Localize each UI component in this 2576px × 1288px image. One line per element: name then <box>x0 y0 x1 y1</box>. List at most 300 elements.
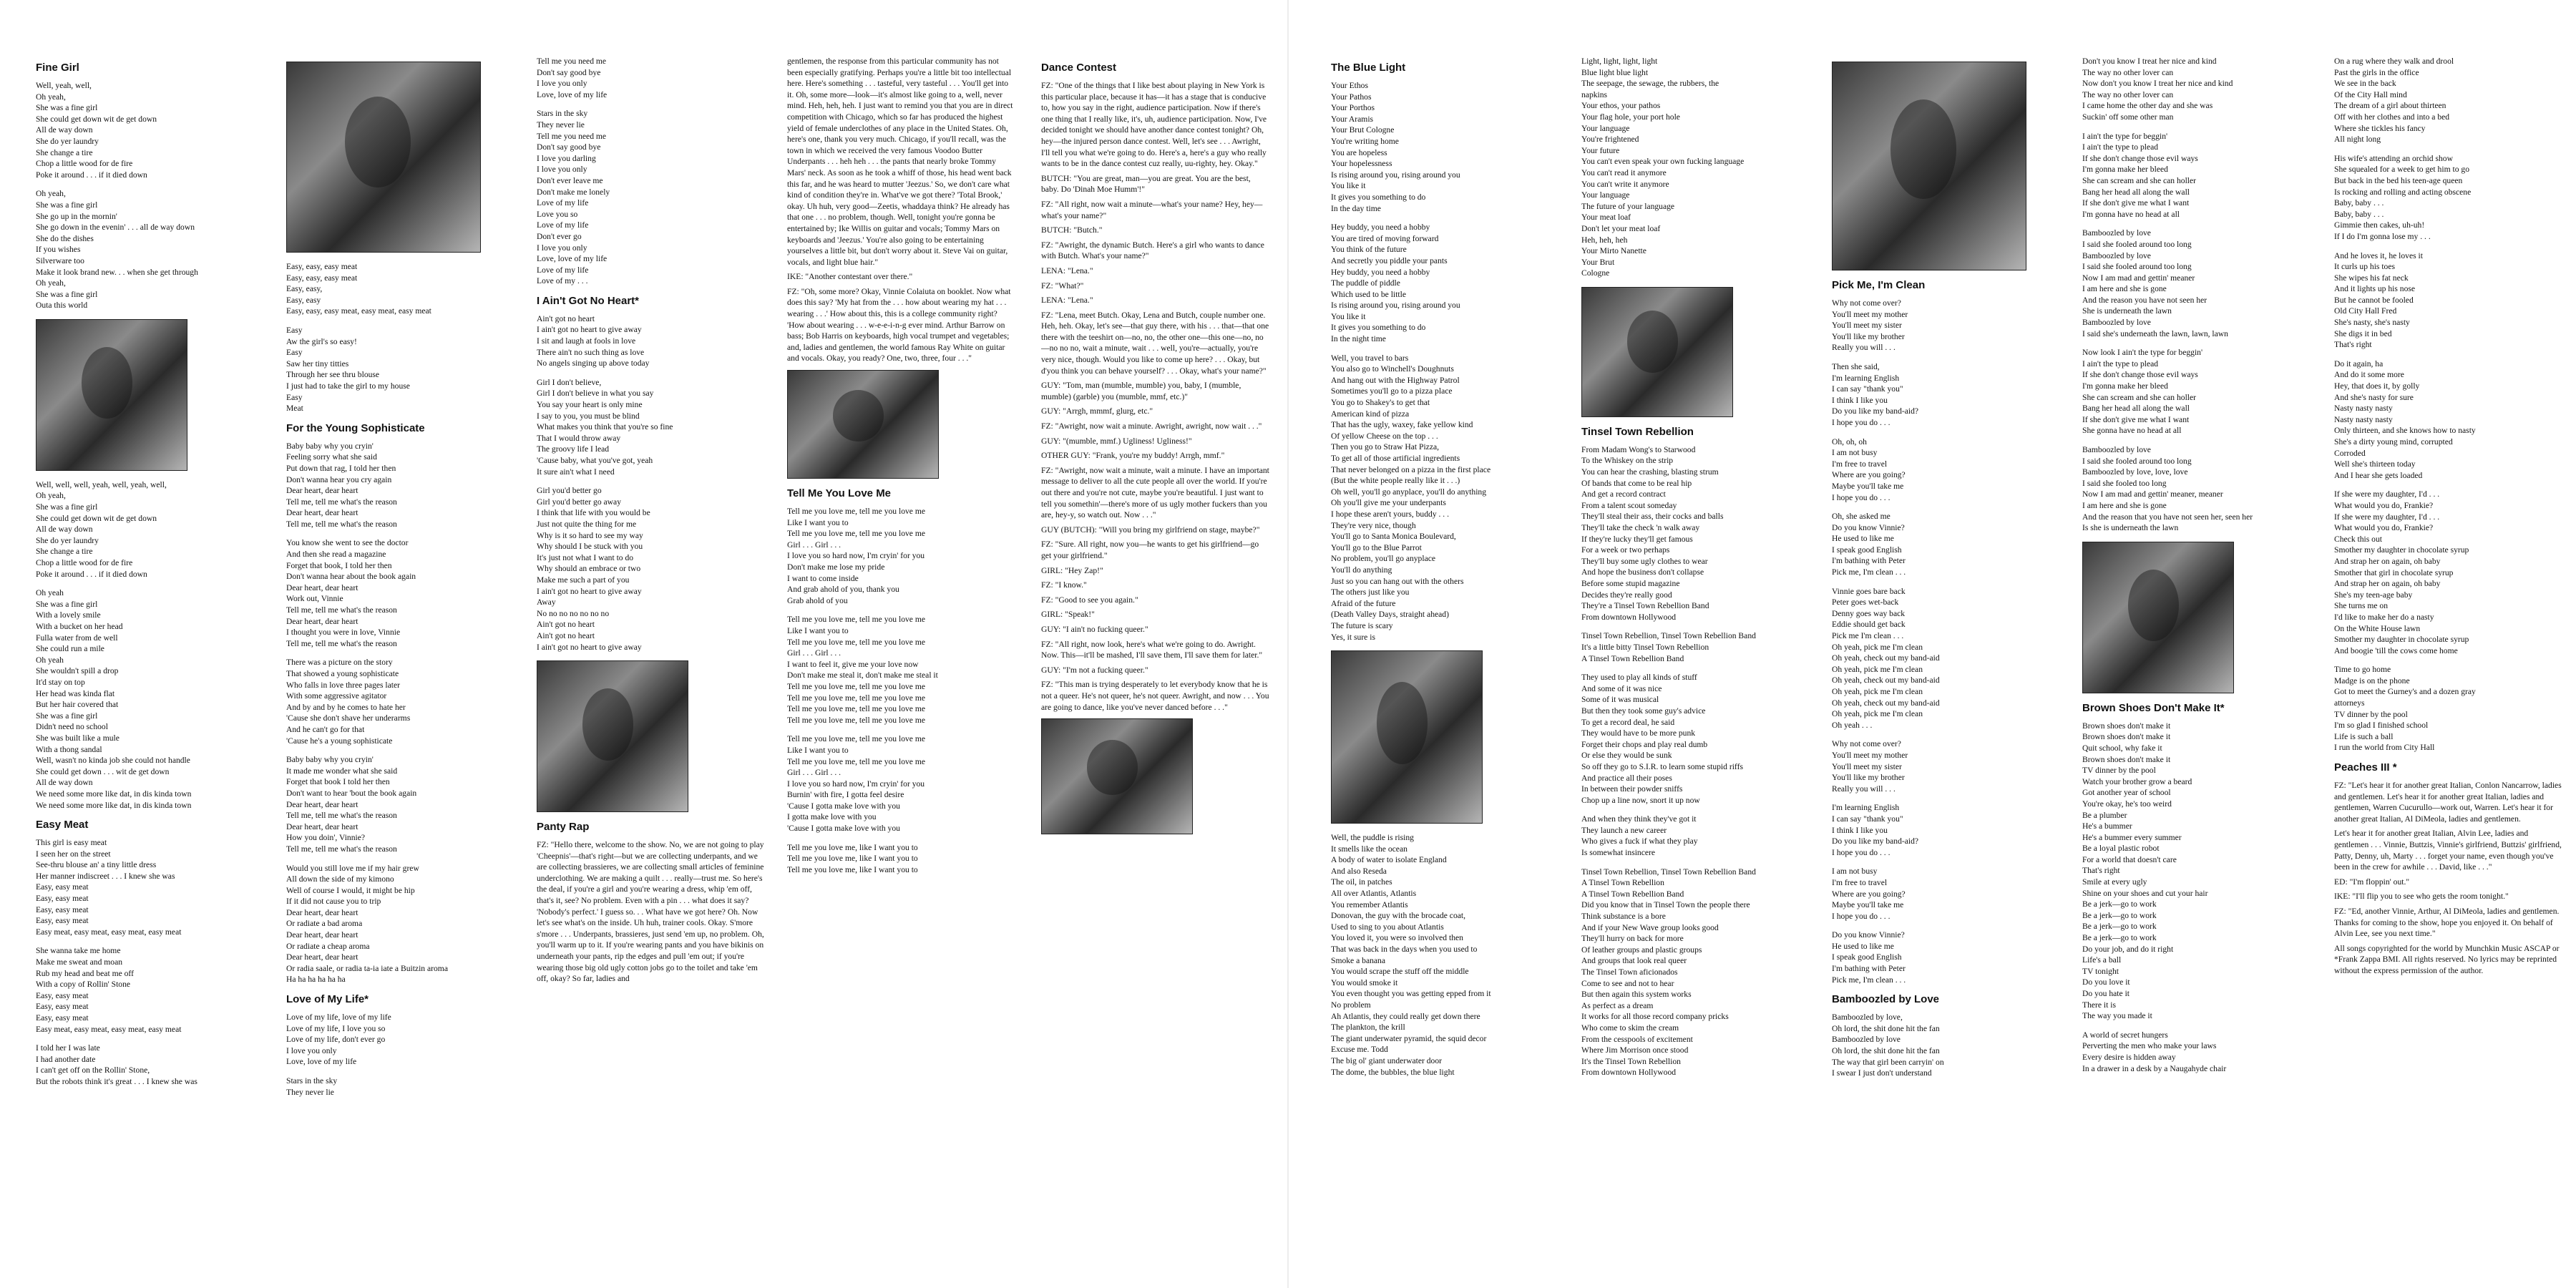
lyric-line: Poke it around . . . if it died down <box>36 170 147 180</box>
lyric-line: Be a jerk—go to work <box>2082 910 2157 920</box>
lyric-line: That never belonged on a pizza in the first place <box>1331 464 1491 474</box>
lyric-line: Hey buddy, you need a hobby <box>1331 223 1430 233</box>
lyric-stanza <box>537 377 766 477</box>
lyric-line: There was a picture on the story <box>286 658 393 668</box>
lyric-line: Oh yeah, check out my band-aid <box>1832 698 1940 708</box>
lyric-line: I hope you do . . . <box>1832 417 1890 427</box>
lyric-line: Work out, Vinnie <box>286 594 343 604</box>
lyric-stanza <box>36 80 265 180</box>
lyric-line: And strap her on again, oh baby <box>2334 579 2441 589</box>
lyric-line: She's my teen-age baby <box>2334 590 2413 600</box>
lyric-line: Your Aramis <box>1331 114 1374 124</box>
song-title: Tinsel Town Rebellion <box>1581 425 1694 438</box>
lyric-line: Donovan, the guy with the brocade coat, <box>1331 911 1466 921</box>
lyric-line: I am here and she is gone <box>2082 284 2167 294</box>
lyric-line: The others just like you <box>1331 587 1410 597</box>
lyric-line: They'll steal their ass, their cocks and balls <box>1581 512 1724 522</box>
lyric-line: 'Cause baby, what you've got, yeah <box>537 456 653 465</box>
lyric-line: Off with her clothes and into a bed <box>2334 112 2450 122</box>
lyric-line: You're writing home <box>1331 136 1399 146</box>
lyric-line: Tell me, tell me what's the reason <box>286 605 397 615</box>
lyric-line: Of bands that come to be real hip <box>1581 478 1692 488</box>
lyric-line: Make it look brand new. . . when she get through <box>36 267 198 277</box>
lyric-line: Who gives a fuck if what they play <box>1581 836 1698 847</box>
lyric-line: Don't say good bye <box>537 142 601 152</box>
lyric-line: For a world that doesn't care <box>2082 854 2177 864</box>
lyric-line: I want to come inside <box>787 573 859 583</box>
lyric-line: Bamboozled by love <box>2082 250 2151 260</box>
lyric-stanza <box>36 945 265 1035</box>
dialogue-paragraph: FZ: "All right, now wait a minute—what's your name? Hey, hey—what's your name?" <box>1041 199 1263 220</box>
lyric-stanza <box>2334 664 2563 753</box>
lyric-line: Oh yeah, <box>36 92 66 102</box>
lyric-stanza <box>286 754 515 854</box>
lyric-stanza <box>787 506 1016 606</box>
lyric-line: I'm bathing with Peter <box>1832 964 1906 974</box>
lyric-line: Easy <box>286 348 303 358</box>
lyric-line: Girl you'd better go <box>537 486 602 496</box>
lyric-line: She gonna have no head at all <box>2082 426 2182 436</box>
lyric-stanza <box>36 188 265 311</box>
lyric-line: And then she read a magazine <box>286 550 386 560</box>
lyric-stanza <box>1581 56 1810 279</box>
lyric-line: Tell me you love me, tell me you love me <box>787 637 926 647</box>
lyric-line: She could get down wit de get down <box>36 513 157 523</box>
lyric-line: Love of my life <box>537 198 589 208</box>
lyric-line: Easy meat, easy meat, easy meat, easy meat <box>36 1024 182 1034</box>
lyric-line: Baby, baby . . . <box>2334 198 2384 208</box>
lyric-stanza <box>2082 56 2311 123</box>
lyric-line: I ain't got no heart to give away <box>537 586 642 596</box>
lyric-line: They'll take the check 'n walk away <box>1581 523 1700 533</box>
lyric-line: If she don't change those evil ways <box>2082 153 2198 163</box>
band-photo <box>1581 287 1733 417</box>
lyric-line: Now don't you know I treat her nice and kind <box>2082 79 2233 89</box>
lyric-stanza <box>537 56 766 100</box>
song-title: Pick Me, I'm Clean <box>1832 279 1926 291</box>
dialogue-paragraph: FZ: "Lena, meet Butch. Okay, Lena and Butch, couple number one. Heh, heh. Okay, let's see—that guy there, with his . . . that—that one there with the teeshirt on—no, no, the other one—this one—no, no—no no no, wait a minute, wait . . . well, you're—actually, you're very nice, though. Would you like to come up here? . . . Okay, but d'you think you can behave yourself? . . . Okay, what's your name?" <box>1041 310 1269 376</box>
lyric-line: But the robots think it's great . . . I knew she was <box>36 1076 197 1086</box>
lyric-line: You go to Shakey's to get that <box>1331 398 1430 408</box>
lyric-line: Stars in the sky <box>286 1076 338 1085</box>
lyric-line: And some of it was nice <box>1581 683 1662 693</box>
lyric-line: Ain't got no heart <box>537 313 595 323</box>
lyric-line: A world of secret hungers <box>2082 1030 2168 1040</box>
lyric-line: Why should an embrace or two <box>537 564 641 574</box>
lyric-line: Dear heart, dear heart <box>286 952 358 962</box>
lyric-line: On the White House lawn <box>2334 623 2421 633</box>
lyric-line: Life's a ball <box>2082 955 2122 965</box>
lyric-line: Oh yeah, pick me I'm clean <box>1832 709 1923 719</box>
lyric-line: It gives you something to do <box>1331 192 1426 202</box>
lyric-line: She was a fine girl <box>36 289 98 299</box>
lyric-line: Who come to skim the cream <box>1581 1023 1679 1033</box>
lyric-line: If she were my daughter, I'd . . . <box>2334 489 2440 499</box>
lyric-line: I hope these aren't yours, buddy . . . <box>1331 509 1450 519</box>
lyric-line: It curls up his toes <box>2334 262 2396 272</box>
lyric-line: Do you hate it <box>2082 989 2130 998</box>
lyric-line: She can scream and she can holler <box>2082 175 2197 185</box>
lyric-line: Rub my head and beat me off <box>36 968 134 978</box>
song-title: Dance Contest <box>1041 62 1117 74</box>
lyric-line: You can't even speak your own fucking language <box>1581 157 1745 167</box>
lyric-line: I'm gonna make her bleed <box>2082 381 2168 391</box>
lyric-line: In the night time <box>1331 334 1386 344</box>
lyric-line: Heh, heh, heh <box>1581 235 1628 245</box>
lyric-line: Love, love of my life <box>537 254 608 264</box>
lyric-line: Tinsel Town Rebellion, Tinsel Town Rebellion Band <box>1581 631 1756 641</box>
lyric-line: Vinnie goes bare back <box>1832 586 1906 596</box>
lyric-line: If she don't change those evil ways <box>2082 370 2198 380</box>
band-photo <box>2082 542 2234 693</box>
lyric-line: Oh, oh, oh <box>1832 436 1867 447</box>
lyric-line: If she don't give me what I want <box>2082 414 2190 424</box>
lyric-line: Life is such a ball <box>2334 731 2394 741</box>
lyric-stanza <box>1832 436 2061 504</box>
lyric-line: Pick me, I'm clean . . . <box>1832 567 1906 577</box>
lyric-line: I gotta make love with you <box>787 812 877 822</box>
lyric-line: Tell me you love me, tell me you love me <box>787 615 926 625</box>
lyric-line: Watch your brother grow a beard <box>2082 776 2192 786</box>
lyric-line: Ain't got no heart <box>537 620 595 630</box>
lyric-line: The giant underwater pyramid, the squid decor <box>1331 1033 1487 1043</box>
lyric-line: She was a fine girl <box>36 599 98 609</box>
lyric-line: She do yer laundry <box>36 535 99 545</box>
lyric-line: Madge is on the phone <box>2334 675 2410 686</box>
lyric-line: I am here and she is gone <box>2082 500 2167 510</box>
lyric-line: Hey buddy, you need a hobby <box>1331 267 1430 277</box>
lyric-line: The Tinsel Town aficionados <box>1581 967 1678 977</box>
lyric-stanza <box>2082 1030 2311 1074</box>
lyric-line: And strap her on again, oh baby <box>2334 556 2441 566</box>
lyric-line: And boogie 'till the cows come home <box>2334 645 2458 655</box>
lyric-line: Oh lord, the shit done hit the fan <box>1832 1023 1940 1033</box>
lyric-line: Feeling sorry what she said <box>286 452 377 462</box>
lyric-line: The dream of a girl about thirteen <box>2334 101 2446 111</box>
lyric-line: Tell me you love me, tell me you love me <box>787 704 926 714</box>
text-column <box>2334 56 2563 1272</box>
lyric-line: You'll like my brother <box>1832 331 1905 341</box>
lyric-line: But then again this system works <box>1581 990 1692 1000</box>
lyric-stanza <box>2082 721 2311 1022</box>
lyric-line: Do you like my band-aid? <box>1832 836 1919 847</box>
lyric-stanza <box>286 325 515 414</box>
dialogue-paragraph: IKE: "Another contestant over there." <box>787 272 913 282</box>
lyric-line: I hope you do . . . <box>1832 847 1890 857</box>
lyric-line: Through her see thru blouse <box>286 370 380 380</box>
lyric-line: A Tinsel Town Rebellion <box>1581 878 1664 888</box>
lyric-line: I hope you do . . . <box>1832 492 1890 502</box>
dialogue-paragraph: GUY: "(mumble, mmf.) Ugliness! Ugliness!" <box>1041 436 1192 446</box>
lyric-line: Well, the puddle is rising <box>1331 833 1414 843</box>
lyric-line: Grab ahold of you <box>787 595 848 605</box>
lyric-stanza <box>1832 866 2061 922</box>
lyric-line: Don't wanna hear you cry again <box>286 474 392 484</box>
lyric-stanza <box>1832 1012 2061 1079</box>
lyric-line: What would you do, Frankie? <box>2334 500 2434 510</box>
lyric-line: She is underneath the lawn <box>2082 306 2172 316</box>
lyric-line: Denny goes way back <box>1832 608 1906 618</box>
lyric-line: Don't say good bye <box>537 67 601 77</box>
lyric-line: Your flag hole, your port hole <box>1581 112 1680 122</box>
lyric-line: Dear heart, dear heart <box>286 930 358 940</box>
lyric-line: Forget their chops and play real dumb <box>1581 739 1708 749</box>
lyric-line: All de way down <box>36 778 93 788</box>
lyric-line: I said she fooled around too long <box>2082 262 2192 272</box>
dialogue-paragraph: FZ: "What?" <box>1041 280 1084 291</box>
lyric-line: Bamboozled by love, love, love <box>2082 467 2188 477</box>
lyric-line: She squealed for a week to get him to go <box>2334 165 2469 175</box>
lyric-line: They'll hurry on back for more <box>1581 934 1684 944</box>
lyric-line: She's a dirty young mind, corrupted <box>2334 437 2453 447</box>
lyric-line: Don't make me steal it, don't make me steal it <box>787 670 938 680</box>
lyric-line: That's right <box>2334 340 2372 350</box>
dialogue-paragraph: GUY: "I ain't no fucking queer." <box>1041 624 1148 634</box>
lyric-line: Your future <box>1581 145 1620 155</box>
lyric-line: Didn't need no school <box>36 722 108 732</box>
lyric-line: Is rising around you, rising around you <box>1331 170 1460 180</box>
lyric-line: Make me such a part of you <box>537 575 630 585</box>
lyric-stanza <box>787 614 1016 726</box>
lyric-line: I love you only <box>537 79 587 89</box>
lyric-line: I love you only <box>537 243 587 253</box>
lyric-line: Oh lord, the shit done hit the fan <box>1832 1046 1940 1056</box>
lyric-line: And the reason that you have not seen her, seen her <box>2082 512 2253 522</box>
text-column <box>1041 56 1270 1272</box>
lyric-line: In a drawer in a desk by a Naugahyde chair <box>2082 1063 2227 1073</box>
lyric-line: And do it some more <box>2334 370 2404 380</box>
lyric-line: Brown shoes don't make it <box>2082 721 2171 731</box>
lyric-line: Make me sweat and moan <box>36 957 123 967</box>
lyric-line: Do it again, ha <box>2334 358 2384 369</box>
lyric-line: Oh yeah, <box>36 491 66 501</box>
lyric-line: See-thru blouse an' a tiny little dress <box>36 860 157 870</box>
lyric-line: Love, love of my life <box>286 1057 357 1067</box>
lyric-line: Easy meat, easy meat, easy meat, easy meat <box>36 927 182 937</box>
song-title: Fine Girl <box>36 62 79 74</box>
lyric-line: Smoke a banana <box>1331 955 1385 965</box>
lyric-line: Chop up a line now, snort it up now <box>1581 795 1700 805</box>
lyric-stanza <box>2334 358 2563 482</box>
lyric-stanza <box>1832 298 2061 353</box>
lyric-line: It sure ain't what I need <box>537 467 615 477</box>
lyric-line: I said she fooled around too long <box>2082 239 2192 249</box>
lyric-line: Do you like my band-aid? <box>1832 406 1919 416</box>
lyric-line: Easy, easy meat <box>36 916 89 926</box>
lyric-line: Your ethos, your pathos <box>1581 101 1661 111</box>
lyric-line: Your Brut Cologne <box>1331 125 1395 135</box>
lyric-line: They never lie <box>286 1087 334 1097</box>
dialogue-paragraph: FZ: "Good to see you again." <box>1041 595 1138 605</box>
lyric-stanza <box>286 537 515 649</box>
lyric-line: Perverting the men who make your laws <box>2082 1041 2217 1051</box>
lyric-line: I love you only <box>537 165 587 175</box>
lyric-line: You'll like my brother <box>1832 773 1905 783</box>
lyric-line: Before some stupid magazine <box>1581 579 1680 588</box>
lyric-line: Chop a little wood for de fire <box>36 159 133 169</box>
band-photo <box>1331 650 1483 824</box>
lyric-line: Brown shoes don't make it <box>2082 732 2171 742</box>
lyric-line: Used to sing to you about Atlantis <box>1331 922 1444 932</box>
lyric-line: I said she fooled too long <box>2082 478 2167 488</box>
lyric-line: Why not come over? <box>1832 298 1901 308</box>
lyric-line: I love you so hard now, I'm cryin' for you <box>787 779 925 789</box>
lyric-line: Don't let your meat loaf <box>1581 223 1661 233</box>
lyric-stanza <box>1331 832 1560 1078</box>
lyric-line: She was built like a mule <box>36 733 119 743</box>
lyric-stanza <box>2334 489 2563 656</box>
lyric-line: 'Cause I gotta make love with you <box>787 801 900 811</box>
lyric-line: Check this out <box>2334 534 2382 544</box>
song-title: Panty Rap <box>537 821 590 834</box>
lyric-stanza <box>1581 444 1810 623</box>
lyric-line: Peter goes wet-back <box>1832 597 1899 608</box>
lyric-line: Ah Atlantis, they could really get down there <box>1331 1011 1480 1021</box>
lyric-line: I told her I was late <box>36 1043 100 1053</box>
lyric-line: Baby, baby . . . <box>2334 209 2384 219</box>
lyric-line: The big ol' giant underwater door <box>1331 1055 1443 1065</box>
lyric-line: For a week or two perhaps <box>1581 545 1670 555</box>
dialogue-paragraph: FZ: "This man is trying desperately to let everybody know that he is not a queer. He's not queer, he's not queer. Awright, and now . . . You are going to dance, like you've never danced before . . ." <box>1041 680 1269 712</box>
lyric-line: Easy <box>286 392 303 402</box>
lyric-line: Don't make me lonely <box>537 187 610 197</box>
lyric-line: Nasty nasty nasty <box>2334 414 2393 424</box>
lyric-line: Easy <box>286 325 303 335</box>
lyric-line: There ain't no such thing as love <box>537 347 645 357</box>
lyric-line: Saw her tiny titties <box>286 358 349 369</box>
lyric-line: You would scrape the stuff off the middle <box>1331 967 1469 977</box>
dialogue-paragraph: gentlemen, the response from this particular community has not been especially gratifying. Perhaps you're a little bit too intellectual here. Here's something . . . tasteful, very tasteful . . . You'll get into it. Oh, some more—look—it's almost like going to a, well, never mind. Heh, heh, heh. I just want to remind you that you are in direct competition with Chicago, which so far has produced the highest yield of female underclothes of any place in the United States. Oh, here's one, thank you very much. Chicago, if you'll recall, was the town in which we received the very famous Voodoo Butter Underpants . . . heh heh . . . the pants that nearly broke Tommy Mars' neck. As soon as he took a whiff of those, his head went back this far, and he was heard to mutter 'Jeezus.' So, we don't care what kind of condition they're in. What've we got there? 'Total Brook,' okay. Uh huh, very good—Zeetis, whaddaya think? He already has that one . . . no problem, though. Well, tonight you're gonna be entertained by; Ike Willis on guitar and vocals; Tommy Mars on keyboards and 'Jeezus.' You're also going to be entertaining yourselves a little bit, but don't worry about it. Steve Vai on guitar, vocals, and light blue hair." <box>787 57 1013 267</box>
lyric-line: Did you know that in Tinsel Town the people there <box>1581 900 1750 910</box>
lyric-line: It smells like the ocean <box>1331 844 1407 854</box>
lyric-line: You like it <box>1331 181 1366 191</box>
lyric-line: You'll do anything <box>1331 565 1392 575</box>
song-title: Easy Meat <box>36 819 89 831</box>
lyric-stanza <box>2334 153 2563 243</box>
lyric-stanza <box>2082 131 2311 220</box>
lyric-line: Well, well, well, yeah, well, yeah, well, <box>36 479 167 489</box>
lyric-line: I seen her on the street <box>36 849 111 859</box>
lyric-stanza <box>1832 930 2061 985</box>
lyric-line: Or radiate a cheap aroma <box>286 941 370 951</box>
lyric-line: It's a little bitty Tinsel Town Rebellion <box>1581 642 1709 652</box>
text-column <box>537 56 766 1272</box>
dialogue-paragraph: OTHER GUY: "Frank, you're my buddy! Arrgh, mmf." <box>1041 451 1225 461</box>
lyric-line: Bamboozled by love <box>1832 1035 1901 1045</box>
lyric-line: The way no other lover can <box>2082 67 2174 77</box>
lyric-line: I ain't got no heart to give away <box>537 642 642 652</box>
lyric-line: To get all of those artificial ingredients <box>1331 454 1460 463</box>
lyric-line: And practice all their poses <box>1581 773 1672 783</box>
lyric-line: Dear heart, dear heart <box>286 907 358 917</box>
lyric-line: Girl . . . Girl . . . <box>787 540 841 550</box>
lyric-line: I can say "thank you" <box>1832 384 1903 394</box>
lyric-line: All over Atlantis, Atlantis <box>1331 889 1417 899</box>
lyric-line: Ha ha ha ha ha ha <box>286 975 346 985</box>
lyric-line: Your language <box>1581 123 1630 133</box>
lyric-line: To the Whiskey on the strip <box>1581 456 1674 466</box>
lyric-line: She change a tire <box>36 147 93 157</box>
lyric-line: Easy, easy meat <box>36 904 89 914</box>
dialogue-paragraph: FZ: "Awright, now wait a minute, wait a minute. I have an important message to deliver to all the cute people all over the world. If you're out there and you're not cute, maybe you're beautiful. I just want to tell you somethin'—there's more of us ugly mother fuckers than you are, hey-y, so watch out. Now . . ." <box>1041 465 1269 520</box>
lyric-line: The future is scary <box>1331 620 1393 630</box>
lyric-line: All de way down <box>36 125 93 135</box>
lyric-stanza <box>286 1012 515 1068</box>
lyric-line: All de way down <box>36 525 93 535</box>
lyric-line: But back in the bed his teen-age queen <box>2334 175 2463 185</box>
lyric-line: Sometimes you'll go to a pizza place <box>1331 386 1453 396</box>
lyric-line: Where are you going? <box>1832 470 1906 480</box>
lyric-line: Tell me you love me, like I want you to <box>787 854 918 864</box>
lyric-line: A Tinsel Town Rebellion Band <box>1581 889 1684 899</box>
lyric-line: Dear heart, dear heart <box>286 508 358 518</box>
lyric-line: Decides they're really good <box>1581 590 1672 600</box>
dialogue-paragraph: FZ: "Hello there, welcome to the show. No, we are not going to play 'Cheepnis'—that's right—but we are collecting underpants, and we are collecting brassieres, we are collecting small articles of feminine underclothing. We are making a quilt . . . really—trust me. So here's the deal, if you're a girl and you're wearing a dress, whip 'em off, that's it, see? No problem. Even with a pin . . . what does it say? 'Nobody's perfect.' I guess so. . . What have we got here? Oh. Now let's see what's on the inside. Uh huh, trainer cools. Okay. S'more s'more . . . Underpants, brassieres, just send 'em up, no problem. Oh, you'll warm up to it. If you're wearing pants and you have bikinis on underneath your pants, rip the edges and pull 'em out; if you're wearing those big old ugly cotton jobs go to the toilet and take 'em off, okay? So far, ladies and <box>537 840 764 984</box>
lyric-line: Tell me, tell me what's the reason <box>286 519 397 529</box>
lyric-line: And he can't go for that <box>286 724 365 734</box>
lyric-line: Tell me, tell me what's the reason <box>286 497 397 507</box>
lyric-stanza <box>36 479 265 580</box>
song-title: For the Young Sophisticate <box>286 421 425 434</box>
lyric-line: Love of my life <box>537 220 589 230</box>
lyric-line: I'm gonna make her bleed <box>2082 165 2168 175</box>
lyric-line: From Madam Wong's to Starwood <box>1581 444 1696 454</box>
lyric-line: Don't ever go <box>537 231 582 241</box>
lyric-line: She turns me on <box>2334 601 2389 611</box>
lyric-line: Do you love it <box>2082 977 2130 987</box>
lyric-line: Oh yeah, check out my band-aid <box>1832 675 1940 686</box>
lyric-line: Be a jerk—go to work <box>2082 899 2157 909</box>
dialogue-paragraph: GIRL: "Speak!" <box>1041 610 1095 620</box>
lyric-line: Girl I don't believe, <box>537 377 602 387</box>
lyric-line: Who falls in love three pages later <box>286 680 401 690</box>
lyric-line: It'd stay on top <box>36 677 85 687</box>
lyric-line: That showed a young sophisticate <box>286 669 399 678</box>
lyric-line: Is rising around you, rising around you <box>1331 301 1460 311</box>
band-photo <box>1041 718 1193 834</box>
lyric-line: Brown shoes don't make it <box>2082 754 2171 764</box>
lyric-line: She was a fine girl <box>36 103 98 113</box>
lyric-line: Aw the girl's so easy! <box>286 336 357 346</box>
band-photo <box>537 660 688 812</box>
lyric-line: You're okay, he's too weird <box>2082 799 2172 809</box>
lyric-line: As perfect as a dream <box>1581 1000 1654 1010</box>
band-photo <box>36 319 187 471</box>
lyric-line: Easy, easy, easy meat <box>286 273 358 283</box>
lyric-line: He used to like me <box>1832 941 1894 951</box>
lyric-line: Well, wasn't no kinda job she could not handle <box>36 756 190 766</box>
lyric-line: Oh yeah <box>36 655 64 665</box>
lyric-line: TV dinner by the pool <box>2334 709 2408 719</box>
lyric-line: Dear heart, dear heart <box>286 582 358 592</box>
lyric-line: Maybe you'll take me <box>1832 900 1904 910</box>
lyric-line: (Death Valley Days, straight ahead) <box>1331 610 1449 620</box>
lyric-line: Oh yeah, pick me I'm clean <box>1832 642 1923 652</box>
lyric-line: She wouldn't spill a drop <box>36 666 119 676</box>
lyric-line: Baby baby why you cryin' <box>286 441 374 451</box>
dialogue-paragraph: IKE: "I'll flip you to see who gets the room tonight." <box>2334 892 2509 902</box>
lyric-line: She was a fine girl <box>36 200 98 210</box>
lyric-stanza <box>1581 867 1810 1078</box>
lyric-stanza <box>286 863 515 986</box>
lyric-line: I had another date <box>36 1054 96 1064</box>
lyric-stanza <box>1832 586 2061 731</box>
text-column <box>787 56 1016 1272</box>
lyric-line: Your language <box>1581 190 1630 200</box>
lyric-line: Easy, easy, easy meat, easy meat, easy meat <box>286 306 431 316</box>
lyric-line: TV tonight <box>2082 966 2119 976</box>
lyric-line: She digs it in bed <box>2334 328 2392 338</box>
